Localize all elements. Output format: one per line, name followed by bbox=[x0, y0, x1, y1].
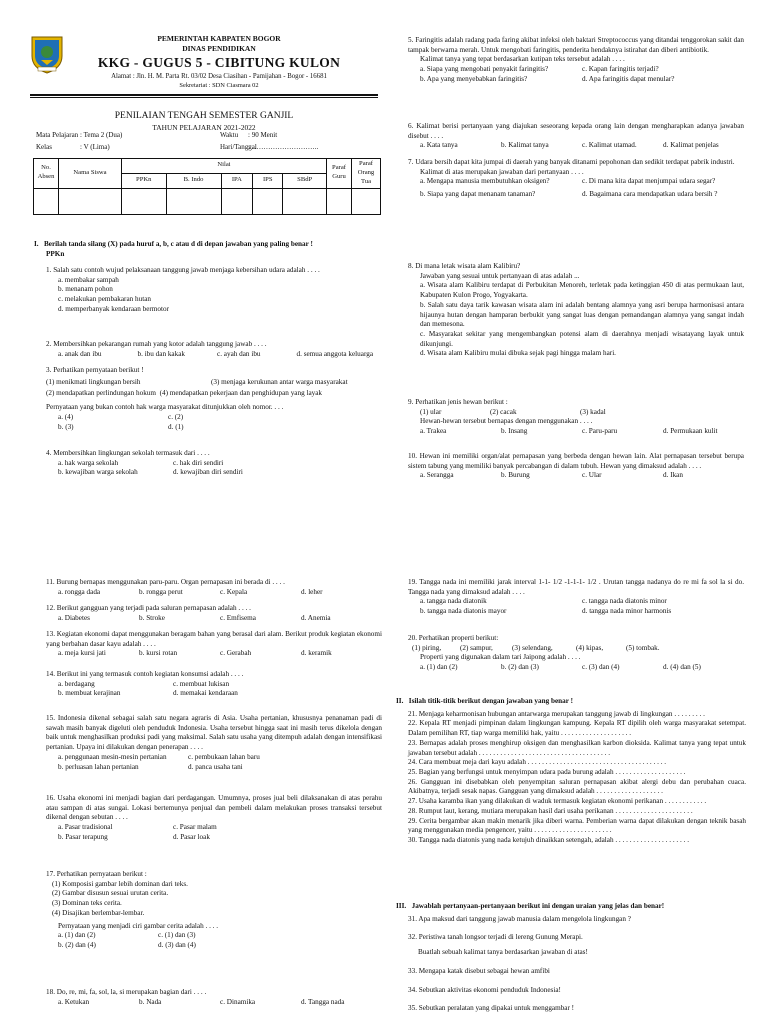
q15-option-c[interactable]: c. pembukaan lahan baru bbox=[188, 752, 260, 761]
q10-option-c[interactable]: c. Ular bbox=[582, 471, 602, 480]
q14-option-d[interactable]: d. memakai kendaraan bbox=[173, 689, 238, 698]
q17-option-b[interactable]: b. (2) dan (4) bbox=[58, 941, 96, 950]
q15-option-a[interactable]: a. penggunaan mesin-mesin pertanian bbox=[58, 752, 167, 761]
q18-option-b[interactable]: b. Nada bbox=[139, 997, 162, 1006]
q6-option-d[interactable]: d. Kalimat penjelas bbox=[663, 141, 719, 150]
time-label: Waktu bbox=[220, 131, 239, 139]
question-4 bbox=[46, 449, 376, 478]
cell-ips[interactable] bbox=[253, 188, 283, 214]
q19-option-a[interactable]: a. tangga nada diatonik bbox=[420, 597, 487, 606]
q15-text: 15. Indonesia dikenal sebagai salah satu negara agraris di Asia. Usaha pertanian, khususnya penanaman padi di sawah masih banyak digeluti oleh penduduk Indonesia. Usaha tersebut hingga saat ini masih terus dikelola dengan baik untuk menghasilkan produksi padi yang maksimal. Salah satu usaha yang ditempuh adalah dengan intensifikasi pertanian. Upaya ini dilakukan dengan penerapan . . . . bbox=[46, 714, 382, 752]
q9-item-2: (2) cacak bbox=[490, 407, 517, 416]
cell-bindo[interactable] bbox=[166, 188, 221, 214]
question-19 bbox=[408, 578, 744, 617]
q9-option-a[interactable]: a. Trakea bbox=[420, 427, 447, 436]
q16-option-c[interactable]: c. Pasar malam bbox=[173, 823, 217, 832]
class-value: : V (Lima) bbox=[80, 143, 110, 152]
question-7 bbox=[408, 158, 744, 200]
cell-ipa[interactable] bbox=[221, 188, 253, 214]
q4-option-d[interactable]: d. kewajiban diri sendiri bbox=[173, 468, 243, 477]
cell-paraf-guru[interactable] bbox=[327, 188, 352, 214]
section-1-sub: PPKn bbox=[46, 249, 65, 258]
q6-text: 6. Kalimat berisi pertanyaan yang diajukan seseorang kepada orang lain dengan mengharapkan adanya jawaban disebut . . . . bbox=[408, 122, 744, 140]
q35: 35. Sebutkan peralatan yang dipakai untuk menggambar ! bbox=[408, 1004, 575, 1013]
q3-text: 3. Perhatikan pernyataan berikut ! bbox=[46, 366, 144, 374]
q14-option-b[interactable]: b. membuat kerajinan bbox=[58, 689, 121, 698]
letterhead-text bbox=[60, 34, 378, 90]
subject-value: : Tema 2 (Dua) bbox=[80, 131, 123, 139]
q8-option-b[interactable]: b. Salah satu daya tarik kawasan wisata alam ini adalah bentang alamnya yang asri berupa harmonisasi antara hijaunya hutan dengan hamparan berbukit yang sangat luas dengan pemandangan alamnya yang sangat indah dan memesona. bbox=[420, 300, 744, 329]
q32: 32. Peristiwa tanah longsor terjadi di lereng Gunung Merapi. bbox=[408, 933, 583, 942]
q1-text: 1. Salah satu contoh wujud pelaksanaan tanggung jawab menjaga kebersihan udara adalah . . . . bbox=[46, 266, 320, 274]
q20-item-5: (5) tombak. bbox=[626, 643, 660, 652]
q11-option-c[interactable]: c. Kepala bbox=[220, 587, 248, 596]
cluster-name: KKG - GUGUS 5 - CIBITUNG KULON bbox=[97, 55, 341, 71]
q3-statement-1: (1) menikmati lingkungan bersih bbox=[46, 377, 141, 386]
section-1-instruction: Berilah tanda silang (X) pada huruf a, b, c atau d di depan jawaban yang paling benar ! bbox=[44, 240, 313, 248]
q4-option-a[interactable]: a. hak warga sekolah bbox=[58, 458, 119, 467]
q23: 23. Bernapas adalah proses menghirup oksigen dan menghasilkan karbon dioksida. Kalimat tanya yang tepat untuk jawaban tersebut adalah . . . . . . . . . . . . . . . . . . . . . . . . . . . . . . . . . . . . . bbox=[408, 738, 746, 757]
government-name: PEMERINTAH KABPATEN BOGOR bbox=[157, 34, 281, 43]
q3-statement-4: (4) mendapatkan pekerjaan dan penghidupan yang layak bbox=[159, 389, 323, 398]
q5-prompt: Kalimat tanya yang tepat berdasarkan kutipan teks tersebut adalah . . . . bbox=[420, 55, 625, 64]
subject-label: Mata Pelajaran bbox=[36, 131, 79, 139]
q4-option-c[interactable]: c. hak diri sendiri bbox=[173, 458, 224, 467]
q19-option-b[interactable]: b. tangga nada diatonis mayor bbox=[420, 607, 507, 616]
col-ips: IPS bbox=[253, 173, 283, 188]
q16-option-a[interactable]: a. Pasar tradisional bbox=[58, 823, 113, 832]
q14-text: 14. Berikut ini yang termasuk contoh kegiatan konsumsi adalah . . . . bbox=[46, 670, 244, 678]
q2-option-d[interactable]: d. semua anggota keluarga bbox=[296, 349, 374, 358]
q17-text: 17. Perhatikan pernyataan berikut : bbox=[46, 870, 147, 878]
time-value: : 90 Menit bbox=[248, 131, 278, 139]
col-sbdp: SBdP bbox=[283, 173, 327, 188]
q20-option-c[interactable]: c. (3) dan (4) bbox=[582, 663, 620, 672]
question-3 bbox=[46, 366, 376, 432]
q2-option-a[interactable]: a. anak dan ibu bbox=[58, 349, 102, 358]
question-15 bbox=[46, 714, 382, 772]
q11-option-d[interactable]: d. leher bbox=[301, 587, 323, 596]
q14-option-c[interactable]: c. membuat lukisan bbox=[173, 679, 230, 688]
cell-ppkn[interactable] bbox=[122, 188, 167, 214]
q9-item-1: (1) ular bbox=[420, 407, 442, 416]
q3-option-c[interactable]: c. (2) bbox=[168, 412, 184, 421]
q17-option-a[interactable]: a. (1) dan (2) bbox=[58, 931, 96, 940]
section-2 bbox=[396, 697, 746, 846]
question-8 bbox=[408, 262, 744, 359]
exam-title: PENILAIAN TENGAH SEMESTER GANJIL bbox=[114, 111, 294, 121]
q7-option-b[interactable]: b. Siapa yang dapat menanam tanaman? bbox=[420, 190, 536, 199]
section-3-numeral: III. bbox=[396, 902, 407, 910]
q9-text: 9. Perhatikan jenis hewan berikut : bbox=[408, 398, 508, 406]
q5-text: 5. Faringitis adalah radang pada faring akibat infeksi oleh baktari Streptococcus yang ditandai tenggorokan sakit dan tampak berwarna merah. Untuk mengobati faringitis, penderita hendaknya istirahat dan diberi antibiotik. bbox=[408, 36, 744, 54]
q9-item-3: (3) kadal bbox=[580, 407, 606, 416]
q2-text: 2. Membersihkan pekarangan rumah yang kotor adalah tanggung jawab . . . . bbox=[46, 340, 267, 348]
q13-text: 13. Kegiatan ekonomi dapat menggunakan beragam bahan yang berasal dari alam. Berikut produk kegiatan ekonomi yang berbahan dasar kayu adalah . . . . bbox=[46, 630, 382, 648]
secretariat: Sekretariat : SDN Ciasmara 02 bbox=[179, 81, 259, 89]
q17-statement-3: (3) Dominan teks cerita. bbox=[52, 899, 122, 908]
q12-text: 12. Berikut gangguan yang terjadi pada saluran pernapasan adalah . . . . bbox=[46, 604, 251, 612]
cell-nama[interactable] bbox=[59, 188, 122, 214]
q9-option-d[interactable]: d. Permukaan kulit bbox=[663, 427, 718, 436]
col-nama: Nama Siswa bbox=[59, 159, 122, 189]
q1-option-d[interactable]: d. memperbanyak kendaraan bermotor bbox=[58, 304, 169, 313]
q34: 34. Sebutkan aktivitas ekonomi penduduk Indonesia! bbox=[408, 985, 561, 994]
q10-option-b[interactable]: b. Burung bbox=[501, 471, 530, 480]
question-5 bbox=[408, 36, 744, 85]
q11-option-b[interactable]: b. rongga perut bbox=[139, 587, 183, 596]
q1-option-c[interactable]: c. melakukan pembakaran hutan bbox=[58, 295, 151, 304]
q20-text: 20. Perhatikan properti berikut: bbox=[408, 634, 499, 642]
q2-option-c[interactable]: c. ayah dan ibu bbox=[217, 349, 261, 358]
q5-option-b[interactable]: b. Apa yang menyebabkan faringitis? bbox=[420, 74, 528, 83]
question-1 bbox=[46, 266, 376, 315]
exam-meta bbox=[36, 131, 376, 153]
col-absen: Absen bbox=[37, 173, 55, 181]
col-nilai: Nilai bbox=[122, 159, 327, 174]
q16-text: 16. Usaha ekonomi ini menjadi bagian dari perdagangan. Umumnya, proses jual beli dilaksanakan di atas perahu atau sampan di atas sungai. Lokasi bertemunya penjual dan pembeli dalam melakukan proses transaksi tersebut dikenal dengan sebutan . . . . bbox=[46, 794, 382, 822]
q11-text: 11. Burung bernapas menggunakan paru-paru. Organ pernapasan ini berada di . . . . bbox=[46, 578, 285, 586]
question-14 bbox=[46, 670, 382, 699]
q18-text: 18. Do, re, mi, fa, sol, la, si merupakan bagian dari . . . . bbox=[46, 988, 207, 996]
q3-option-b[interactable]: b. (3) bbox=[58, 422, 74, 431]
question-10 bbox=[408, 452, 744, 481]
q18-option-a[interactable]: a. Ketukan bbox=[58, 997, 90, 1006]
letterhead-divider bbox=[30, 94, 378, 98]
q20-option-d[interactable]: d. (4) dan (5) bbox=[663, 663, 701, 672]
q31: 31. Apa maksud dari tanggung jawab manusia dalam mengelola lingkungan ? bbox=[408, 914, 631, 923]
q1-option-a[interactable]: a. membakar sampah bbox=[58, 275, 119, 284]
q10-text: 10. Hewan ini memiliki organ/alat pernapasan yang berbeda dengan hewan lain. Alat pernapasan tersebut berupa sistem tabung yang memiliki banyak percabangan di dalam tubuh. Hewan yang dimaksud adalah . . . . bbox=[408, 452, 744, 470]
section-3-instruction: Jawablah pertanyaan-pertanyaan berikut ini dengan uraian yang jelas dan benar! bbox=[411, 902, 665, 910]
q3-statement-3: (3) menjaga kerukunan antar warga masyarakat bbox=[211, 377, 348, 386]
q7-prompt: Kalimat di atas merupakan jawaban dari pertanyaan . . . . bbox=[420, 167, 584, 176]
question-9 bbox=[408, 398, 744, 437]
question-16 bbox=[46, 794, 382, 843]
department-name: DINAS PENDIDIKAN bbox=[182, 44, 256, 54]
q28: 28. Rumput laut, kerang, mutiara merupakan hasil dari usaha perikanan . . . . . . . . . . . . . . . . . . . . . . bbox=[408, 806, 693, 815]
q4-option-b[interactable]: b. kewajiban warga sekolah bbox=[58, 468, 138, 477]
q30: 30. Tangga nada diatonis yang nada ketujuh dinaikkan setengah, adalah . . . . . . . . . . . . . . . . . . . . . bbox=[408, 836, 690, 845]
cell-paraf-ortu[interactable] bbox=[352, 188, 381, 214]
q8-option-a[interactable]: a. Wisata alam Kalibiru terdapat di Perbukitan Menoreh, terletak pada ketinggian 450 di atas permukaan laut, Kabupaten Kulon Progo, Yogyakarta. bbox=[420, 281, 744, 300]
q6-option-b[interactable]: b. Kalimat tanya bbox=[501, 141, 549, 150]
section-1-header bbox=[34, 240, 378, 259]
q15-option-d[interactable]: d. panca usaha tani bbox=[188, 762, 243, 771]
class-label: Kelas bbox=[36, 143, 52, 152]
q16-option-b[interactable]: b. Pasar terapung bbox=[58, 832, 108, 841]
q3-prompt: Pernyataan yang bukan contoh hak warga masyarakat ditunjukkan oleh nomor. . . . bbox=[46, 403, 284, 412]
section-2-numeral: II. bbox=[396, 697, 404, 705]
q22: 22. Kepala RT menjadi pimpinan dalam lingkungan kampung. Kepala RT dipilih oleh warga masyarakat setempat. Dalam pemilihan RT, tiap warga memiliki hak, yaitu . . . . . . . . . . . . . . . . . . . . bbox=[408, 719, 746, 738]
date-label: Hari/Tanggal bbox=[220, 143, 257, 152]
q15-option-b[interactable]: b. perluasan lahan pertanian bbox=[58, 762, 139, 771]
q20-item-3: (3) selendang, bbox=[512, 643, 553, 652]
q7-option-c[interactable]: c. Di mana kita dapat menjumpai udara segar? bbox=[582, 177, 716, 186]
address: Alamat : Jln. H. M. Parta Rt. 03/02 Desa Ciasihan - Pamijahan - Bogor - 16681 bbox=[111, 73, 327, 81]
col-bindo: B. Indo bbox=[166, 173, 221, 188]
q9-option-c[interactable]: c. Paru-paru bbox=[582, 427, 618, 436]
grade-table bbox=[33, 158, 381, 215]
cell-absen[interactable] bbox=[34, 188, 59, 214]
q17-statement-4: (4) Disajikan berlembar-lembar. bbox=[52, 908, 145, 917]
q7-text: 7. Udara bersih dapat kita jumpai di daerah yang banyak ditanami pepohonan dan sedikit terdapat pabrik industri. bbox=[408, 158, 735, 166]
section-3 bbox=[396, 902, 746, 1014]
q20-item-1: (1) piring, bbox=[412, 643, 442, 652]
q18-option-c[interactable]: c. Dinamika bbox=[220, 997, 256, 1006]
q5-option-a[interactable]: a. Siapa yang mengobati penyakit faringitis? bbox=[420, 65, 549, 74]
q25: 25. Bagian yang berfungsi untuk menyimpan udara pada burung adalah . . . . . . . . . . . . . . . . . . . . bbox=[408, 768, 686, 777]
q13-option-a[interactable]: a. meja kursi jati bbox=[58, 649, 106, 658]
q7-option-d[interactable]: d. Bagaimana cara mendapatkan udara bersih ? bbox=[582, 190, 718, 199]
question-11 bbox=[46, 578, 382, 597]
question-13 bbox=[46, 630, 382, 659]
q13-option-c[interactable]: c. Gerabah bbox=[220, 649, 252, 658]
q7-option-a[interactable]: a. Mengapa manusia membutuhkan oksigen? bbox=[420, 177, 550, 186]
q2-option-b[interactable]: b. ibu dan kakak bbox=[137, 349, 186, 358]
q11-option-a[interactable]: a. rongga dada bbox=[58, 587, 101, 596]
q17-option-d[interactable]: d. (3) dan (4) bbox=[158, 941, 196, 950]
q8-option-d[interactable]: d. Wisata alam Kalibiru mulai dibuka sejak pagi hingga malam hari. bbox=[420, 349, 616, 358]
exam-title-block bbox=[30, 110, 378, 133]
cell-sbdp[interactable] bbox=[283, 188, 327, 214]
q10-option-d[interactable]: d. Ikan bbox=[663, 471, 683, 480]
question-12 bbox=[46, 604, 382, 623]
q20-option-b[interactable]: b. (2) dan (3) bbox=[501, 663, 539, 672]
bogor-regency-crest-icon bbox=[30, 34, 64, 74]
q18-option-d[interactable]: d. Tangga nada bbox=[301, 997, 345, 1006]
q3-option-a[interactable]: a. (4) bbox=[58, 412, 74, 421]
q19-option-d[interactable]: d. tangga nada minor harmonis bbox=[582, 607, 672, 616]
q4-text: 4. Membersihkan lingkungan sekolah termasuk dari . . . . bbox=[46, 449, 210, 457]
col-ppkn: PPKn bbox=[122, 173, 167, 188]
q21: 21. Menjaga keharmonisan hubungan antarwarga merupakan tanggung jawab di lingkungan . . . . . . . . . bbox=[408, 709, 705, 718]
letterhead bbox=[30, 34, 378, 90]
q33: 33. Mengapa katak disebut sebagai hewan amfibi bbox=[408, 966, 550, 975]
q13-option-d[interactable]: d. keramik bbox=[301, 649, 332, 658]
q24: 24. Cara membuat meja dari kayu adalah . . . . . . . . . . . . . . . . . . . . . . . . . . . . . . . . . . . . . . . bbox=[408, 758, 667, 767]
q5-option-d[interactable]: d. Apa faringitis dapat menular? bbox=[582, 74, 675, 83]
col-paraf-ortu: Paraf Orang Tua bbox=[352, 159, 381, 189]
question-2 bbox=[46, 340, 376, 359]
q8-option-c[interactable]: c. Masyarakat sekitar yang mengembangkan potensi alam di daerahnya menjadi wisatayang layak untuk dikunjungi. bbox=[420, 330, 744, 348]
exam-year: TAHUN PELAJARAN 2021-2022 bbox=[152, 122, 256, 132]
q5-option-c[interactable]: c. Kapan faringitis terjadi? bbox=[582, 65, 659, 74]
q12-option-c[interactable]: c. Emfisema bbox=[220, 613, 256, 622]
q20-option-a[interactable]: a. (1) dan (2) bbox=[420, 663, 458, 672]
section-1-numeral: I. bbox=[34, 240, 39, 248]
q17-option-c[interactable]: c. (1) dan (3) bbox=[158, 931, 196, 940]
question-17 bbox=[46, 870, 382, 951]
q3-option-d[interactable]: d. (1) bbox=[168, 422, 184, 431]
q26: 26. Gangguan ini disebabkan oleh penyempitan saluran pernapasan akibat alergi debu dan perubahan cuaca. Akibatnya, terjadi sesak napas. Gangguan yang dimaksud adalah . . . . . . . . . . . . . . . . . . . bbox=[408, 777, 746, 796]
q20-prompt: Properti yang digunakan dalam tari Jaipong adalah . . . . bbox=[420, 653, 581, 662]
date-value: : ……………………….. bbox=[248, 143, 319, 152]
q12-option-a[interactable]: a. Diabetes bbox=[58, 613, 90, 622]
col-ipa: IPA bbox=[221, 173, 253, 188]
q13-option-b[interactable]: b. kursi rotan bbox=[139, 649, 178, 658]
q9-prompt: Hewan-hewan tersebut bernapas dengan menggunakan . . . . bbox=[420, 417, 593, 426]
q17-statement-2: (2) Gambar disusun sesuai urutan cerita. bbox=[52, 889, 169, 898]
question-6 bbox=[408, 122, 744, 151]
q3-statement-2: (2) mendapatkan perlindungan hokum bbox=[46, 389, 156, 398]
q16-option-d[interactable]: d. Pasar loak bbox=[173, 832, 210, 841]
col-paraf-guru: Paraf Guru bbox=[327, 159, 352, 189]
q20-item-2: (2) sampur, bbox=[460, 643, 493, 652]
question-18 bbox=[46, 988, 382, 1007]
q6-option-c[interactable]: c. Kalimat utamad. bbox=[582, 141, 637, 150]
q8-text: 8. Di mana letak wisata alam Kalibiru? bbox=[408, 262, 521, 270]
q17-prompt: Pernyataan yang menjadi ciri gambar cerita adalah . . . . bbox=[58, 921, 219, 930]
q14-option-a[interactable]: a. berdagang bbox=[58, 679, 95, 688]
q9-option-b[interactable]: b. Insang bbox=[501, 427, 528, 436]
q32-instruction: Buatlah sebuah kalimat tanya berdasarkan jawaban di atas! bbox=[418, 948, 588, 957]
q19-option-c[interactable]: c. tangga nada diatonis minor bbox=[582, 597, 667, 606]
q1-option-b[interactable]: b. menanam pohon bbox=[58, 285, 113, 294]
q20-item-4: (4) kipas, bbox=[576, 643, 604, 652]
q27: 27. Usaha karamba ikan yang dilakukan di waduk termasuk kegiatan ekonomi perikanan . . . . . . . . . . . . bbox=[408, 797, 707, 806]
section-2-instruction: Isilah titik-titik berikut dengan jawaban yang benar ! bbox=[408, 697, 574, 705]
q6-option-a[interactable]: a. Kata tanya bbox=[420, 141, 458, 150]
q12-option-d[interactable]: d. Anemia bbox=[301, 613, 331, 622]
q8-prompt: Jawaban yang sesuai untuk pertanyaan di atas adalah ... bbox=[420, 271, 580, 280]
q17-statement-1: (1) Komposisi gambar lebih dominan dari teks. bbox=[52, 879, 188, 888]
col-no: No. bbox=[41, 164, 51, 172]
q10-option-a[interactable]: a. Serangga bbox=[420, 471, 454, 480]
question-20 bbox=[408, 634, 744, 673]
q19-text: 19. Tangga nada ini memiliki jarak interval 1-1- 1/2 -1-1-1- 1/2 . Urutan tangga nadanya do re mi fa sol la si do. Tangga nada yang dimaksud adalah . . . . bbox=[408, 578, 744, 596]
q12-option-b[interactable]: b. Stroke bbox=[139, 613, 165, 622]
q29: 29. Cerita bergambar akan makin menarik jika diberi warna. Pemberian warna dapat dilakukan dengan teknik basah yang menggunakan media pengencer, yaitu . . . . . . . . . . . . . . . . . . . . . . bbox=[408, 816, 746, 835]
